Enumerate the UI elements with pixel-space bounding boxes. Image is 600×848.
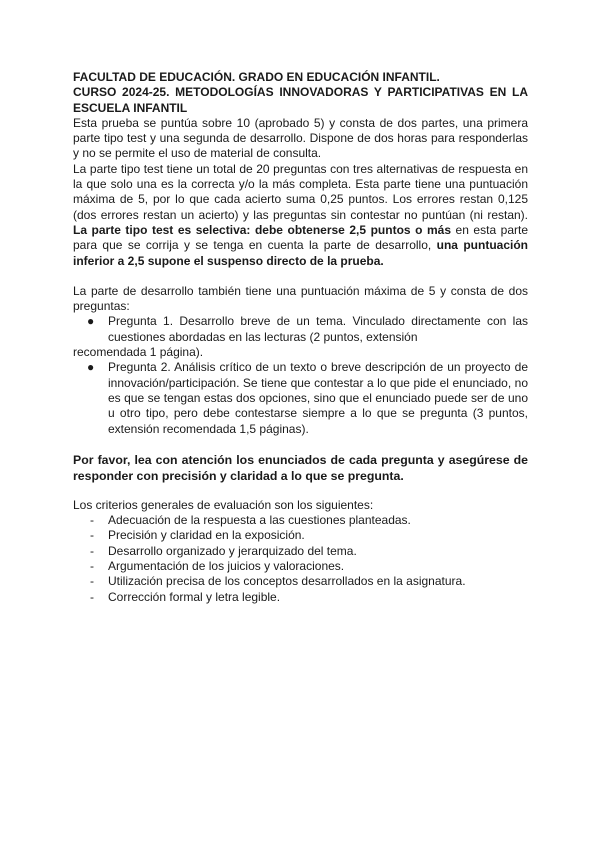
course-heading: CURSO 2024-25. METODOLOGÍAS INNOVADORAS Y PARTICIPATIVAS EN LA ESCUELA INFANTIL bbox=[73, 85, 528, 115]
development-questions-2 bbox=[73, 360, 528, 436]
criteria-item-text: Corrección formal y letra legible. bbox=[108, 589, 281, 604]
criteria-item-text: Desarrollo organizado y jerarquizado del tema. bbox=[108, 543, 357, 558]
test-selective-bold: La parte tipo test es selectiva: debe obtenerse 2,5 puntos o más bbox=[73, 222, 452, 237]
test-text-2: en esta parte para que se corrija y se tenga en cuenta la parte de desarrollo, bbox=[73, 222, 529, 253]
exam-instructions bbox=[73, 70, 528, 605]
question-1-tail: recomendada 1 página). bbox=[73, 345, 204, 360]
development-intro: La parte de desarrollo también tiene una puntuación máxima de 5 y consta de dos preguntas: bbox=[73, 283, 528, 314]
dash-bullet: - bbox=[90, 513, 94, 528]
faculty-heading: FACULTAD DE EDUCACIÓN. GRADO EN EDUCACIÓN INFANTIL. bbox=[73, 70, 440, 84]
dash-bullet: - bbox=[90, 528, 94, 543]
criteria-item-text: Adecuación de la respuesta a las cuestiones planteadas. bbox=[108, 513, 411, 528]
dash-bullet: - bbox=[90, 543, 94, 558]
question-2-text: Pregunta 2. Análisis crítico de un texto o breve descripción de un proyecto de innovación/participación. Se tiene que contestar a lo que pide el enunciado, no es que se tengan estas dos opciones, sino que el enunciado puede ser de uno u otro tipo, pero debe contestarse siempre a lo que se pregunta (3 puntos, extensión recomendada 1,5 páginas). bbox=[108, 360, 528, 436]
criteria-item bbox=[73, 559, 528, 574]
criteria-item bbox=[73, 513, 528, 528]
test-paragraph bbox=[73, 162, 528, 269]
notice-paragraph: Por favor, lea con atención los enunciados de cada pregunta y asegúrese de responder con precisión y claridad a lo que se pregunta. bbox=[73, 452, 528, 483]
criteria-item-text: Utilización precisa de los conceptos desarrollados en la asignatura. bbox=[108, 574, 466, 589]
development-questions bbox=[73, 314, 528, 345]
bullet-icon: ● bbox=[87, 314, 95, 329]
question-2-item bbox=[73, 360, 528, 436]
criteria-list bbox=[73, 513, 528, 605]
question-1-text: Pregunta 1. Desarrollo breve de un tema. Vinculado directamente con las cuestiones abordadas en las lecturas (2 puntos, extensión bbox=[108, 314, 528, 344]
criteria-intro: Los criterios generales de evaluación son los siguientes: bbox=[73, 497, 374, 512]
test-fail-bold: una puntuación inferior a 2,5 supone el suspenso directo de la prueba. bbox=[73, 238, 529, 268]
criteria-item bbox=[73, 590, 528, 605]
bullet-icon: ● bbox=[87, 360, 95, 375]
dash-bullet: - bbox=[90, 559, 94, 574]
question-1-item bbox=[73, 314, 528, 345]
test-text: La parte tipo test tiene un total de 20 preguntas con tres alternativas de respuesta en la que solo una es la correcta y/o la más completa. Esta parte tiene una puntuación máxima de 5, por lo que cada acierto suma 0,25 puntos. Los errores restan 0,125 (dos errores restan un acierto) y las preguntas sin contestar no puntúan (ni restan). bbox=[73, 161, 528, 222]
criteria-item-text: Precisión y claridad en la exposición. bbox=[108, 528, 305, 543]
criteria-item-text: Argumentación de los juicios y valoraciones. bbox=[108, 559, 345, 574]
intro-paragraph: Esta prueba se puntúa sobre 10 (aprobado 5) y consta de dos partes, una primera parte tipo test y una segunda de desarrollo. Dispone de dos horas para responderlas y no se permite el uso de material de consulta. bbox=[73, 115, 528, 161]
criteria-item bbox=[73, 528, 528, 543]
dash-bullet: - bbox=[90, 574, 94, 589]
criteria-item bbox=[73, 574, 528, 589]
dash-bullet: - bbox=[90, 589, 94, 604]
criteria-item bbox=[73, 544, 528, 559]
